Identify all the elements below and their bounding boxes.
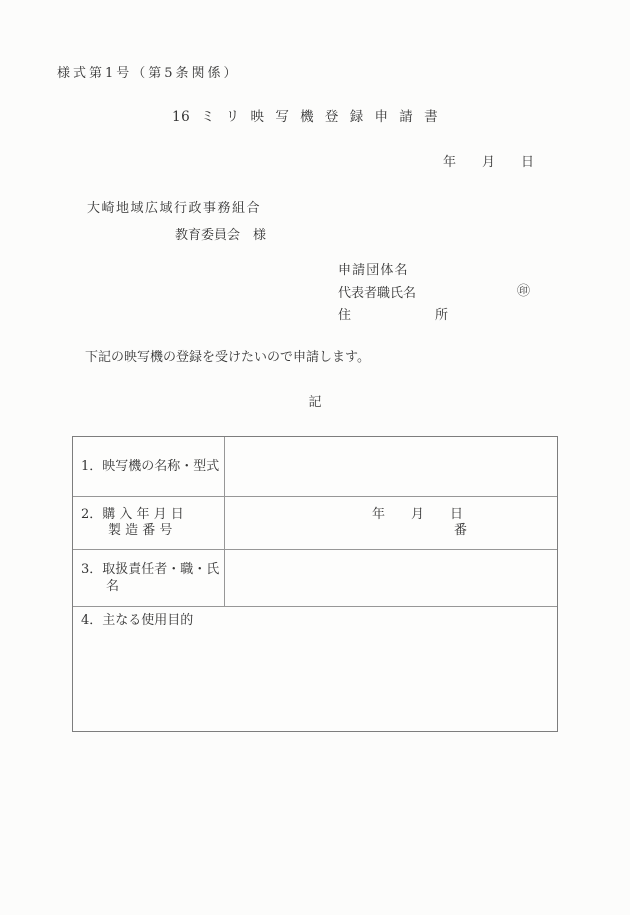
handler-value-cell <box>225 550 557 606</box>
table-row-purchase-serial <box>73 497 557 550</box>
projector-name-value-cell <box>225 437 557 496</box>
addressee-organization: 大崎地域広域行政事務組合 <box>87 201 262 216</box>
applicant-group-name-label: 申 請 団 体 名 <box>338 263 408 278</box>
form-number-text: 様式第1号（第5条関係） <box>57 66 240 81</box>
seal-mark-icon: ㊞ <box>517 284 531 299</box>
purchase-serial-value-cell <box>225 497 557 549</box>
purchase-serial-label-cell <box>73 497 225 549</box>
projector-name-label-cell <box>73 437 225 496</box>
table-row-projector-name <box>73 437 557 497</box>
addressee-department: 教育委員会 様 <box>175 228 267 243</box>
serial-number-label: 製 造 番 号 <box>108 523 173 538</box>
section-marker: 記 <box>308 395 322 410</box>
address-label-left: 住 <box>338 308 352 323</box>
purchase-date-placeholder: 年 月 日 <box>372 507 464 522</box>
document-title: 16 ミ リ 映 写 機 登 録 申 請 書 <box>172 109 439 125</box>
handler-label-cell <box>73 550 225 606</box>
table-row-usage-purpose <box>73 607 557 731</box>
purchase-date-label: 2．購 入 年 月 日 <box>81 507 184 522</box>
address-label-right: 所 <box>434 308 448 323</box>
usage-purpose-label: 4．主なる使用目的 <box>81 613 194 628</box>
handler-label: 3．取扱責任者・職・氏名 <box>81 562 220 594</box>
registration-table <box>72 436 558 732</box>
table-row-handler <box>73 550 557 607</box>
application-statement: 下記の映写機の登録を受けたいので申請します。 <box>85 350 370 365</box>
serial-number-unit: 番 <box>454 523 468 538</box>
address-label <box>338 309 448 322</box>
representative-name-label: 代表者職氏名 <box>338 286 417 301</box>
date-line: 年 月 日 <box>443 155 535 170</box>
projector-name-label: 1．映写機の名称・型式 <box>81 458 220 474</box>
